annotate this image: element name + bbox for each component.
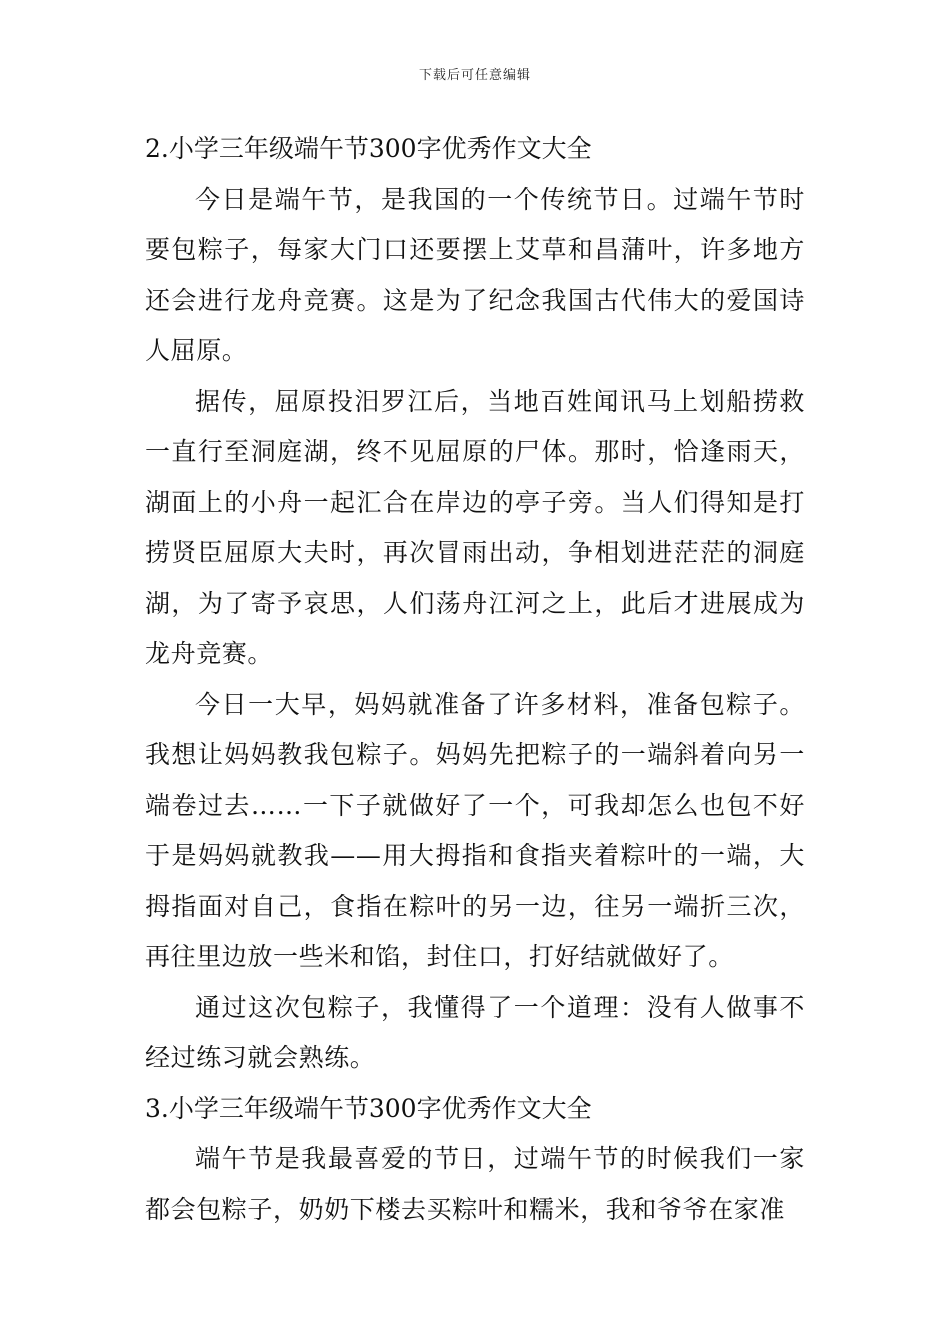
paragraph: 今日一大早，妈妈就准备了许多材料，准备包粽子。我想让妈妈教我包粽子。妈妈先把粽子的一端斜着向另一端卷过去……一下子就做好了一个，可我却怎么也包不好于是妈妈就教我——用大拇指和食指夹着粽叶的一端，大拇指面对自己，食指在粽叶的另一边，往另一端折三次，再往里边放一些米和馅，封住口，打好结就做好了。 (145, 689, 805, 971)
page-header-note: 下载后可任意编辑 (418, 68, 531, 83)
section-heading-3: 3.小学三年级端午节300字优秀作文大全 (145, 1093, 592, 1123)
paragraph: 据传，屈原投汨罗江后，当地百姓闻讯马上划船捞救一直行至洞庭湖，终不见屈原的尸体。那时，恰逢雨天，湖面上的小舟一起汇合在岸边的亭子旁。当人们得知是打捞贤臣屈原大夫时，再次冒雨出动，争相划进茫茫的洞庭湖，为了寄予哀思，人们荡舟江河之上，此后才进展成为龙舟竞赛。 (145, 386, 805, 668)
paragraph: 今日是端午节，是我国的一个传统节日。过端午节时要包粽子，每家大门口还要摆上艾草和昌蒲叶，许多地方还会进行龙舟竞赛。这是为了纪念我国古代伟大的爱国诗人屈原。 (145, 184, 805, 365)
section-heading-2: 2.小学三年级端午节300字优秀作文大全 (145, 134, 592, 163)
paragraph: 端午节是我最喜爱的节日，过端午节的时候我们一家都会包粽子，奶奶下楼去买粽叶和糯米，我和爷爷在家准 (145, 1144, 805, 1224)
document-body (145, 124, 805, 1235)
paragraph: 通过这次包粽子，我懂得了一个道理：没有人做事不经过练习就会熟练。 (145, 992, 805, 1072)
